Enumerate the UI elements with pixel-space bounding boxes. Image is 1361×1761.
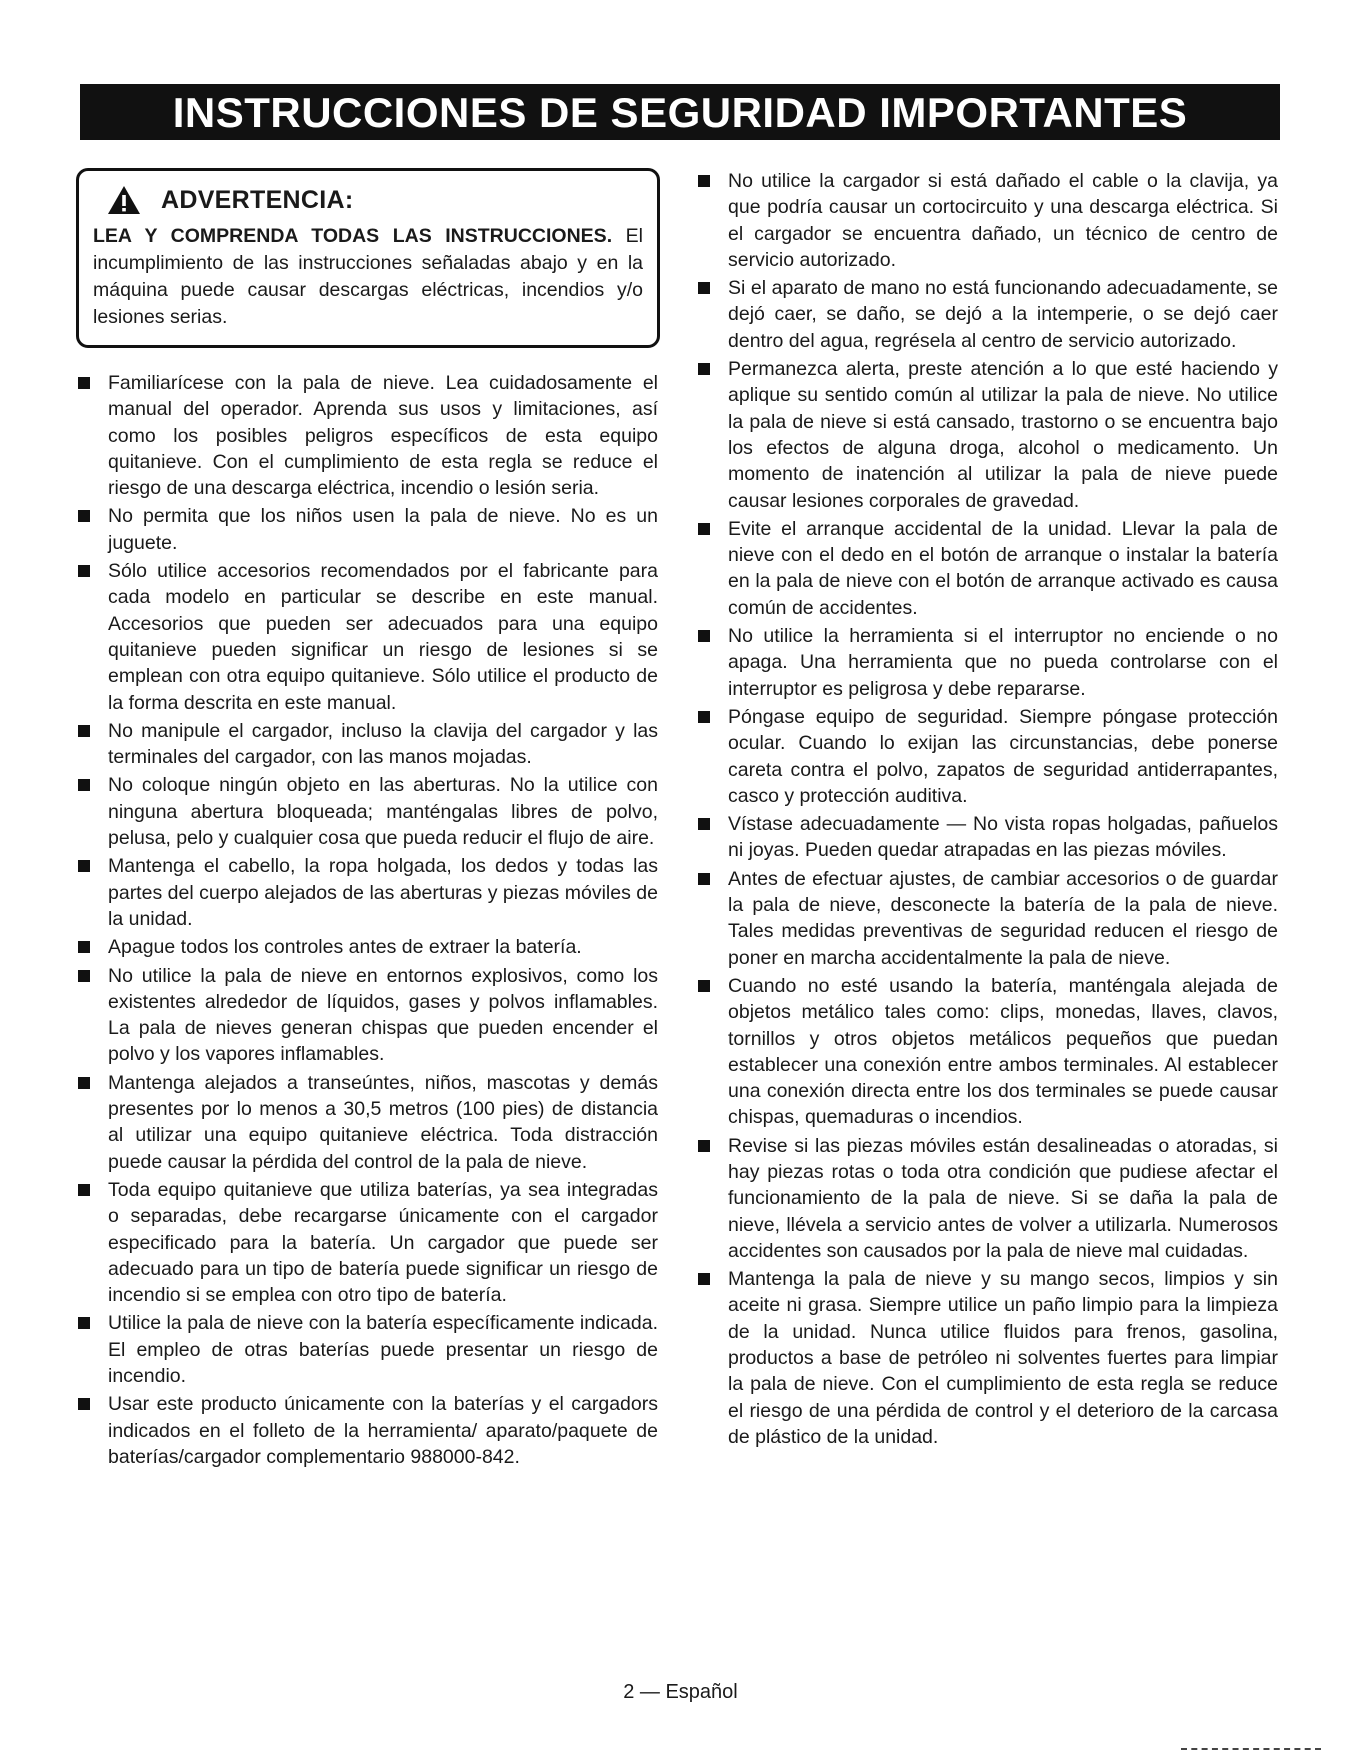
square-bullet-icon xyxy=(78,970,90,982)
square-bullet-icon xyxy=(78,565,90,577)
square-bullet-icon xyxy=(78,1398,90,1410)
safety-item xyxy=(696,973,1278,1131)
square-bullet-icon xyxy=(698,282,710,294)
square-bullet-icon xyxy=(698,523,710,535)
square-bullet-icon xyxy=(78,1077,90,1089)
safety-item-text: Evite el arranque accidental de la unidad. Llevar la pala de nieve con el dedo en el botón de arranque o instalar la batería en la pala de nieve con el botón de arranque activado es causa común de accidentes. xyxy=(728,517,1278,619)
square-bullet-icon xyxy=(698,1273,710,1285)
safety-item-text: No coloque ningún objeto en las aberturas. No la utilice con ninguna abertura bloqueada; manténgalas libres de polvo, pelusa, pelo y cualquier cosa que pueda reducir el flujo de aire. xyxy=(108,774,658,850)
safety-item xyxy=(76,934,658,960)
square-bullet-icon xyxy=(698,630,710,642)
safety-item xyxy=(76,772,658,851)
safety-item xyxy=(76,963,658,1068)
safety-item-text: Sólo utilice accesorios recomendados por el fabricante para cada modelo en particular se describe en este manual. Accesorios que pueden ser adecuados para una equipo quitanieve pueden significar un riesgo de lesiones si se emplean con otra equipo quitanieve. Sólo utilice el producto de la forma descrita en este manual. xyxy=(108,560,658,714)
warning-header xyxy=(107,185,643,215)
safety-item xyxy=(76,370,658,501)
square-bullet-icon xyxy=(698,980,710,992)
warning-triangle-icon xyxy=(107,185,141,215)
safety-item xyxy=(696,168,1278,273)
square-bullet-icon xyxy=(698,175,710,187)
right-safety-list xyxy=(696,168,1278,1450)
right-column xyxy=(696,168,1278,1452)
page-footer: 2 — Español xyxy=(623,1681,738,1703)
page-title-banner: INSTRUCCIONES DE SEGURIDAD IMPORTANTES xyxy=(80,84,1280,140)
safety-item-text: Cuando no esté usando la batería, manténgala alejada de objetos metálico tales como: clips, monedas, llaves, clavos, tornillos y otros objetos metálicos pequeños que puedan establecer una conexión entre ambos terminales. Al establecer una conexión directa entre los dos terminales se puede causar chispas, quemaduras o incendios. xyxy=(728,974,1278,1129)
square-bullet-icon xyxy=(78,725,90,737)
safety-item xyxy=(696,1133,1278,1264)
safety-item-text: Vístase adecuadamente — No vista ropas holgadas, pañuelos ni joyas. Pueden quedar atrapadas en las piezas móviles. xyxy=(728,813,1278,862)
square-bullet-icon xyxy=(78,779,90,791)
square-bullet-icon xyxy=(698,818,710,830)
square-bullet-icon xyxy=(78,377,90,389)
square-bullet-icon xyxy=(78,860,90,872)
safety-item-text: Mantenga el cabello, la ropa holgada, los dedos y todas las partes del cuerpo alejados de las aberturas y piezas móviles de la unidad. xyxy=(108,855,658,930)
safety-item-text: Póngase equipo de seguridad. Siempre póngase protección ocular. Cuando lo exijan las circunstancias, debe ponerse careta contra el polvo, zapatos de seguridad antiderrapantes, casco y protección auditiva. xyxy=(728,705,1278,807)
left-column xyxy=(76,168,658,1472)
safety-item xyxy=(76,1177,658,1308)
warning-body: El incumplimiento de las instrucciones señaladas abajo y en la máquina puede causar descargas eléctricas, incendios y/o lesiones serias. xyxy=(93,225,643,328)
safety-item xyxy=(76,718,658,771)
safety-item-text: Usar este producto únicamente con la baterías y el cargadors indicados en el folleto de la herramienta/ aparato/paquete de baterías/cargador complementario 988000-842. xyxy=(108,1393,658,1468)
warning-box xyxy=(76,168,660,348)
square-bullet-icon xyxy=(78,510,90,522)
safety-item-text: Apague todos los controles antes de extraer la batería. xyxy=(108,936,582,959)
safety-item xyxy=(76,503,658,556)
square-bullet-icon xyxy=(78,1184,90,1196)
safety-item-text: Utilice la pala de nieve con la batería específicamente indicada. El empleo de otras baterías puede presentar un riesgo de incendio. xyxy=(108,1312,658,1387)
safety-item-text: No utilice la pala de nieve en entornos explosivos, como los existentes alrededor de líquidos, gases y polvos inflamables. La pala de nieves generan chispas que pueden encender el polvo y los vapores inflamables. xyxy=(108,964,658,1066)
safety-item xyxy=(696,356,1278,514)
square-bullet-icon xyxy=(698,363,710,375)
warning-lead: LEA Y COMPRENDA TODAS LAS INSTRUCCIONES. xyxy=(93,225,613,247)
safety-item xyxy=(696,866,1278,971)
safety-item-text: No utilice la cargador si está dañado el cable o la clavija, ya que podría causar un cortocircuito y una descarga eléctrica. Si el cargador se encuentra dañado, un técnico de centro de servicio autorizado. xyxy=(728,170,1278,271)
safety-item-text: Revise si las piezas móviles están desalineadas o atoradas, si hay piezas rotas o toda otra condición que pudiese afectar el funcionamiento de la pala de nieve. Si se daña la pala de nieve, llévela a servicio antes de volver a utilizarla. Numerosos accidentes son causados por la pala de nieve mal cuidadas. xyxy=(728,1134,1278,1262)
safety-item xyxy=(696,275,1278,354)
warning-text xyxy=(93,223,643,331)
crop-marks xyxy=(1181,1748,1321,1753)
square-bullet-icon xyxy=(78,1317,90,1329)
safety-item-text: No manipule el cargador, incluso la clavija del cargador y las terminales del cargador, con las manos mojadas. xyxy=(108,719,658,769)
square-bullet-icon xyxy=(78,941,90,953)
safety-item xyxy=(76,1310,658,1389)
safety-item-text: Toda equipo quitanieve que utiliza baterías, ya sea integradas o separadas, debe recargarse únicamente con el cargador especificado para la batería. Un cargador que puede ser adecuado para un tipo de batería puede significar un riesgo de incendio si se emplea con otro tipo de batería. xyxy=(108,1178,658,1307)
safety-item-text: Permanezca alerta, preste atención a lo que esté haciendo y aplique su sentido común al utilizar la pala de nieve. No utilice la pala de nieve si está cansado, trastorno o se encuentra bajo los efectos de alguna droga, alcohol o medicamento. Un momento de inatención al utilizar la pala de nieve puede causar lesiones corporales de gravedad. xyxy=(728,358,1278,512)
safety-item xyxy=(696,1266,1278,1450)
safety-item xyxy=(696,704,1278,809)
safety-item-text: No permita que los niños usen la pala de nieve. No es un juguete. xyxy=(108,505,658,554)
square-bullet-icon xyxy=(698,1140,710,1152)
safety-item xyxy=(76,1070,658,1175)
safety-item xyxy=(696,811,1278,864)
safety-item xyxy=(76,558,658,716)
safety-item xyxy=(76,853,658,932)
square-bullet-icon xyxy=(698,711,710,723)
safety-item-text: No utilice la herramienta si el interruptor no enciende o no apaga. Una herramienta que no pueda controlarse con el interruptor es peligrosa y debe repararse. xyxy=(728,625,1278,700)
safety-item xyxy=(696,623,1278,702)
warning-title: ADVERTENCIA: xyxy=(161,185,354,214)
safety-item-text: Mantenga la pala de nieve y su mango secos, limpios y sin aceite ni grasa. Siempre utilice un paño limpio para la limpieza de la unidad. Nunca utilice fluidos para frenos, gasolina, productos a base de petróleo ni solventes fuertes para limpiar la pala de nieve. Con el cumplimiento de esta regla se reduce el riesgo de una pérdida de control y el deterioro de la carcasa de plástico de la unidad. xyxy=(728,1268,1278,1448)
safety-item-text: Antes de efectuar ajustes, de cambiar accesorios o de guardar la pala de nieve, desconecte la batería de la pala de nieve. Tales medidas preventivas de seguridad reducen el riesgo de poner en marcha accidentalmente la pala de nieve. xyxy=(728,867,1278,969)
safety-item xyxy=(696,516,1278,621)
square-bullet-icon xyxy=(698,873,710,885)
left-safety-list xyxy=(76,370,658,1470)
safety-item-text: Si el aparato de mano no está funcionando adecuadamente, se dejó caer, se daño, se dejó a la intemperie, o se dejó caer dentro del agua, regrésela al centro de servicio autorizado. xyxy=(728,277,1278,352)
safety-item xyxy=(76,1391,658,1470)
safety-item-text: Mantenga alejados a transeúntes, niños, mascotas y demás presentes por lo menos a 30,5 metros (100 pies) de distancia al utilizar una equipo quitanieve eléctrica. Toda distracción puede causar la pérdida del control de la pala de nieve. xyxy=(108,1071,658,1173)
safety-item-text: Familiarícese con la pala de nieve. Lea cuidadosamente el manual del operador. Aprenda sus usos y limitaciones, así como los posibles peligros específicos de esta equipo quitanieve. Con el cumplimiento de esta regla se reduce el riesgo de una descarga eléctrica, incendio o lesión seria. xyxy=(108,372,658,500)
